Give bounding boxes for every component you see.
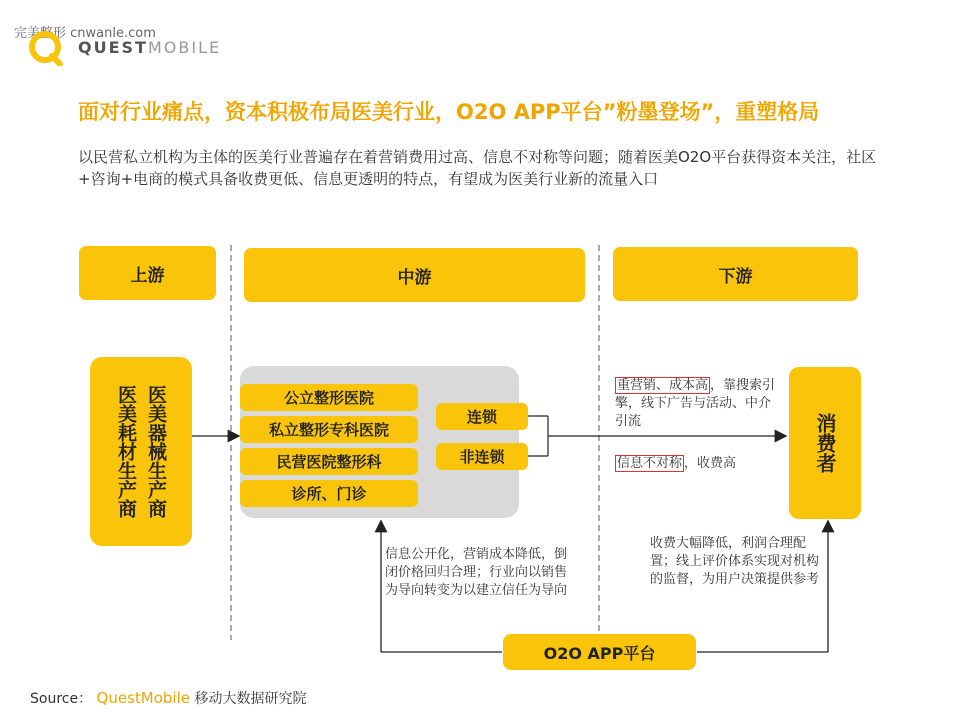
chain-box: 连锁 — [436, 403, 528, 430]
mid-item-public-hospital: 公立整形医院 — [240, 384, 418, 411]
upstream-manufacturers-box — [90, 357, 192, 546]
consumer-box — [789, 367, 861, 519]
non-chain-box: 非连锁 — [436, 443, 528, 470]
source-label: Source： — [30, 691, 93, 707]
mid-item-clinics: 诊所、门诊 — [240, 480, 418, 507]
consumer-label: 消费者 — [813, 413, 837, 473]
header-midstream: 中游 — [244, 248, 585, 302]
header-downstream: 下游 — [613, 247, 858, 301]
intro-paragraph: 以民营私立机构为主体的医美行业普遍存在着营销费用过高、信息不对称等问题；随着医美O2O平台获得资本关注，社区+咨询+电商的模式具备收费更低、信息更透明的特点，有望成为医美行业新的流量入口 — [78, 148, 877, 188]
page-title: 面对行业痛点，资本积极布局医美行业，O2O APP平台”粉墨登场”，重塑格局 — [78, 100, 820, 124]
device-manufacturer-label: 医美器械生产商 — [145, 385, 167, 518]
header-upstream: 上游 — [79, 246, 216, 300]
watermark-text: 完美整形 cnwanle.com — [14, 26, 156, 41]
note-info-asymmetry — [615, 455, 785, 473]
o2o-platform-box: O2O APP平台 — [503, 634, 696, 670]
source-brand: QuestMobile — [96, 689, 190, 707]
note-info-rest: ，收费高 — [684, 456, 737, 471]
highlight-info-asymmetry: 信息不对称 — [617, 456, 683, 471]
note-platform-effect-mid: 信息公开化，营销成本降低，倒闭价格回归合理；行业向以销售为导向转变为以建立信任为导向 — [385, 547, 568, 598]
highlight-marketing-cost: 重营销、成本高 — [617, 378, 709, 393]
source-rest: 移动大数据研究院 — [194, 691, 307, 707]
note-platform-effect-consumer: 收费大幅降低，利润合理配置；线上评价体系实现对机构的监督，为用户决策提供参考 — [650, 536, 820, 587]
note-marketing-cost — [615, 377, 777, 431]
logo-part1: QUEST — [78, 38, 148, 57]
consumables-manufacturer-label: 医美耗材生产商 — [115, 385, 137, 518]
source-line — [30, 688, 306, 708]
logo-part2: MOBILE — [147, 38, 222, 57]
mid-item-private-hospital-dept: 民营医院整形科 — [240, 448, 418, 475]
note-marketing-rest: ，靠搜索引擎，线下广告与活动、中介引流 — [615, 378, 776, 429]
mid-item-private-clinic: 私立整形专科医院 — [240, 416, 418, 443]
